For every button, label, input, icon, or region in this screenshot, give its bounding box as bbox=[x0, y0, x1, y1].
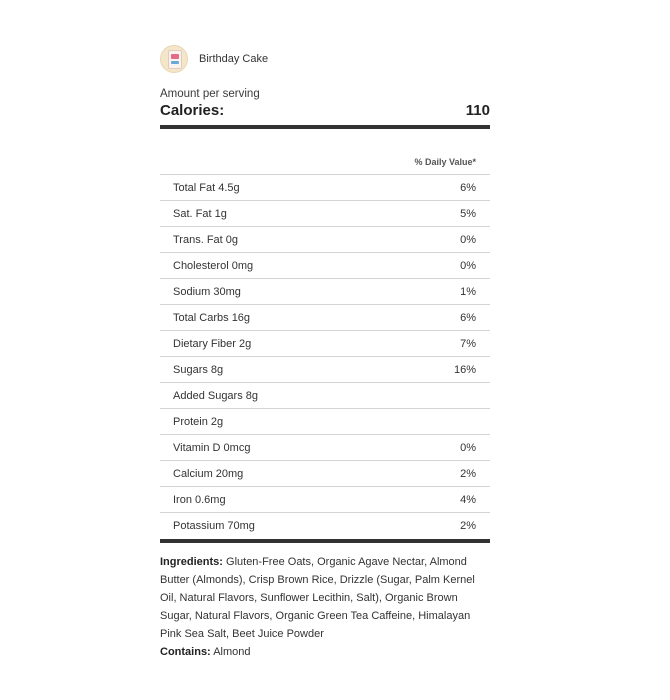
calories-label: Calories: bbox=[160, 102, 225, 119]
nutrient-daily-value: 6% bbox=[460, 311, 476, 324]
nutrient-label: Potassium 70mg bbox=[173, 519, 255, 532]
nutrient-label: Vitamin D 0mcg bbox=[173, 441, 251, 454]
amount-per-serving-label: Amount per serving bbox=[160, 88, 260, 100]
ingredients-text: Gluten-Free Oats, Organic Agave Nectar, Almond Butter (Almonds), Crisp Brown Rice, Drizzle (Sugar, Palm Kernel Oil, Natural Flavors, Sunflower Lecithin, Salt), Organic Brown Sugar, Natural Flavors, Organic Green Tea Caffeine, Himalayan Pink Sea Salt, Beet Juice Powder bbox=[160, 556, 475, 640]
calories-divider bbox=[160, 125, 490, 129]
nutrient-daily-value: 0% bbox=[460, 233, 476, 246]
nutrient-daily-value: 1% bbox=[460, 285, 476, 298]
product-thumbnail-icon bbox=[160, 45, 188, 73]
nutrient-row bbox=[160, 201, 490, 227]
nutrient-label: Sugars 8g bbox=[173, 363, 224, 376]
nutrient-row bbox=[160, 461, 490, 487]
nutrient-daily-value: 0% bbox=[460, 441, 476, 454]
nutrient-row bbox=[160, 435, 490, 461]
contains-section bbox=[160, 643, 490, 661]
nutrient-daily-value: 4% bbox=[460, 493, 476, 506]
nutrient-daily-value: 7% bbox=[460, 337, 476, 350]
nutrient-row bbox=[160, 227, 490, 253]
nutrient-label: Iron 0.6mg bbox=[173, 493, 226, 506]
contains-text: Almond bbox=[213, 646, 251, 658]
calories-value: 110 bbox=[465, 102, 490, 119]
ingredients-section bbox=[160, 553, 490, 643]
nutrient-label: Cholesterol 0mg bbox=[173, 259, 254, 272]
nutrition-panel bbox=[160, 44, 490, 661]
contains-label: Contains: bbox=[160, 646, 211, 658]
nutrient-row bbox=[160, 513, 490, 538]
nutrient-daily-value: 6% bbox=[460, 181, 476, 194]
nutrient-label: Calcium 20mg bbox=[173, 467, 244, 480]
nutrient-table bbox=[160, 174, 490, 538]
nutrient-row bbox=[160, 279, 490, 305]
nutrient-daily-value: 0% bbox=[460, 259, 476, 272]
nutrient-label: Sodium 30mg bbox=[173, 285, 241, 298]
ingredients-label: Ingredients: bbox=[160, 556, 223, 568]
calories-row bbox=[160, 102, 490, 119]
nutrient-daily-value: 2% bbox=[460, 467, 476, 480]
daily-value-header: % Daily Value* bbox=[414, 157, 476, 167]
nutrient-daily-value: 5% bbox=[460, 207, 476, 220]
product-header bbox=[160, 44, 490, 74]
nutrient-label: Sat. Fat 1g bbox=[173, 207, 227, 220]
nutrient-row bbox=[160, 253, 490, 279]
nutrient-label: Total Fat 4.5g bbox=[173, 181, 240, 194]
nutrient-row bbox=[160, 331, 490, 357]
nutrient-daily-value: 16% bbox=[453, 363, 476, 376]
nutrient-label: Added Sugars 8g bbox=[173, 389, 259, 402]
nutrient-row bbox=[160, 305, 490, 331]
nutrient-label: Dietary Fiber 2g bbox=[173, 337, 252, 350]
nutrient-row bbox=[160, 409, 490, 435]
nutrient-label: Protein 2g bbox=[173, 415, 224, 428]
nutrient-row bbox=[160, 383, 490, 409]
nutrient-row bbox=[160, 357, 490, 383]
nutrient-label: Total Carbs 16g bbox=[173, 311, 251, 324]
nutrient-daily-value: 2% bbox=[460, 519, 476, 532]
nutrient-row bbox=[160, 487, 490, 513]
nutrient-label: Trans. Fat 0g bbox=[173, 233, 239, 246]
product-name: Birthday Cake bbox=[199, 53, 269, 65]
table-bottom-divider bbox=[160, 539, 490, 543]
nutrient-row bbox=[160, 175, 490, 201]
